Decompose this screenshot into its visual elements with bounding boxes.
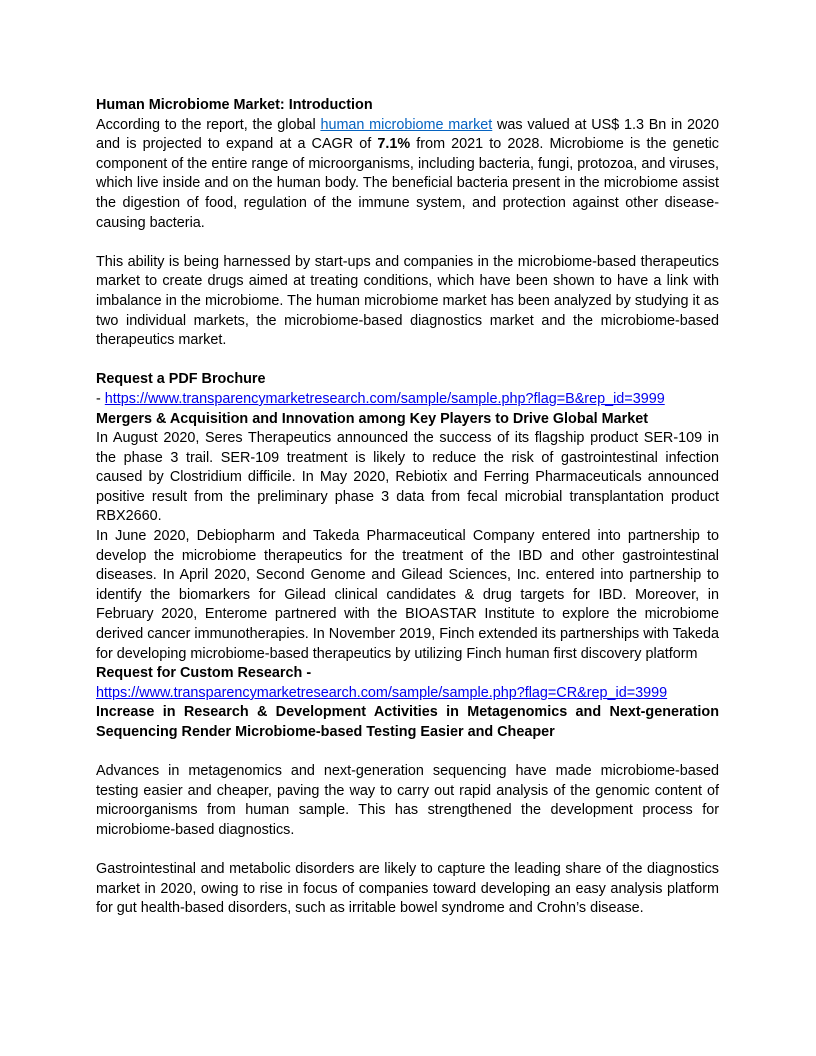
custom-research-line xyxy=(96,684,719,704)
document-page xyxy=(96,96,719,919)
paragraph-spacer xyxy=(96,841,719,861)
research-heading: Increase in Research & Development Activities in Metagenomics and Next-generation Sequencing Render Microbiome-based Testing Easier and Cheaper xyxy=(96,704,719,740)
research-paragraph-1: Advances in metagenomics and next-generation sequencing have made microbiome-based testing easier and cheaper, paving the way to carry out rapid analysis of the genomic content of microorganisms from human sample. This has strengthened the development process for microbiome-based diagnostics. xyxy=(96,763,719,838)
human-microbiome-market-link[interactable]: human microbiome market xyxy=(320,116,493,133)
custom-research-link[interactable]: https://www.transparencymarketresearch.com/sample/sample.php?flag=CR&rep_id=3999 xyxy=(96,684,668,701)
intro-paragraph-2: This ability is being harnessed by start-ups and companies in the microbiome-based therapeutics market to create drugs aimed at treating conditions, which have been shown to have a link with imbalance in the microbiome. The human microbiome market has been analyzed by studying it as two individual markets, the microbiome-based diagnostics market and the microbiome-based therapeutics market. xyxy=(96,253,719,349)
research-paragraph-2: Gastrointestinal and metabolic disorders are likely to capture the leading share of the diagnostics market in 2020, owing to rise in focus of companies toward developing an easy analysis platform for gut health-based disorders, such as irritable bowel syndrome and Crohn’s disease. xyxy=(96,861,719,917)
intro-text-after: from 2021 to 2028. Microbiome is the genetic component of the entire range of microorganisms, including bacteria, fungi, protozoa, and viruses, which live inside and on the human body. The beneficial bacteria present in the microbiome assist the digestion of food, regulation of the immune system, and protection against other disease-causing bacteria. xyxy=(96,136,719,231)
paragraph-spacer xyxy=(96,351,719,371)
pdf-brochure-dash: - xyxy=(96,390,105,407)
intro-heading: Human Microbiome Market: Introduction xyxy=(96,97,373,113)
mergers-heading: Mergers & Acquisition and Innovation among Key Players to Drive Global Market xyxy=(96,410,649,427)
intro-paragraph-1 xyxy=(96,116,719,234)
cagr-value: 7.1% xyxy=(377,136,411,153)
paragraph-spacer xyxy=(96,233,719,253)
mergers-paragraph-2: In June 2020, Debiopharm and Takeda Pharmaceutical Company entered into partnership to develop the microbiome therapeutics for the treatment of the IBD and other gastrointestinal diseases. In April 2020, Second Genome and Gilead Sciences, Inc. entered into partnership to identify the biomarkers for Gilead clinical candidates & drug targets for IBD. Moreover, in February 2020, Enterome partnered with the BIOASTAR Institute to explore the microbiome derived cancer immunotherapies. In November 2019, Finch extended its partnerships with Takeda for developing microbiome-based therapeutics by utilizing Finch human first discovery platform xyxy=(96,528,719,662)
intro-text-before-link: According to the report, the global xyxy=(96,116,321,133)
intro-text-middle: was valued at US$ 1.3 Bn in 2020 and is projected to expand at a CAGR of xyxy=(96,116,719,153)
paragraph-spacer xyxy=(96,743,719,763)
mergers-paragraph-1: In August 2020, Seres Therapeutics announced the success of its flagship product SER-109 in the phase 3 trail. SER-109 treatment is likely to reduce the risk of gastrointestinal infection caused by Clostridium difficile. In May 2020, Rebiotix and Ferring Pharmaceuticals announced positive result from the preliminary phase 3 data from fecal microbial transplantation product RBX2660. xyxy=(96,430,719,525)
pdf-brochure-label: Request a PDF Brochure xyxy=(96,371,266,388)
custom-research-label: Request for Custom Research - xyxy=(96,665,312,682)
pdf-brochure-line xyxy=(96,390,719,410)
pdf-brochure-link[interactable]: https://www.transparencymarketresearch.com/sample/sample.php?flag=B&rep_id=3999 xyxy=(104,390,665,407)
